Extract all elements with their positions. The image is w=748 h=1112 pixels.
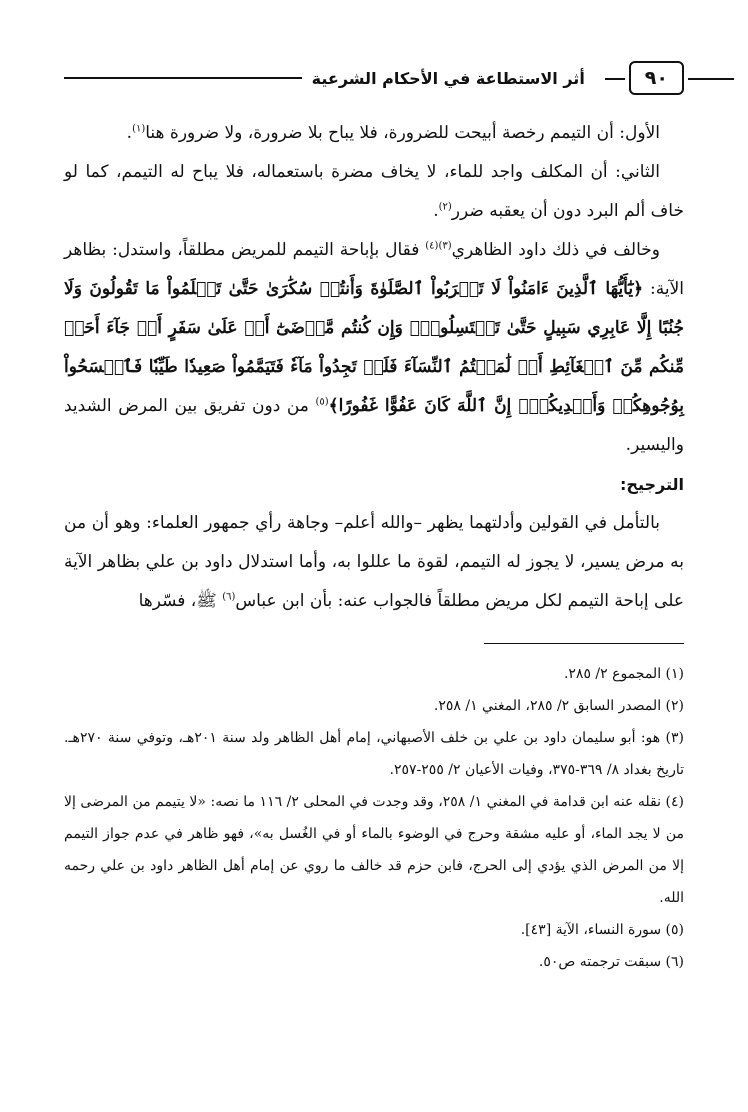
paragraph-tarjih bbox=[64, 504, 684, 621]
paragraph-first-argument bbox=[64, 114, 684, 153]
footnote-ref-5: (٥) bbox=[315, 396, 329, 408]
footnote-separator bbox=[484, 643, 684, 644]
paragraph-text: بالتأمل في القولين وأدلتهما يظهر –والله أعلم– وجاهة رأي جمهور العلماء: وهو أن من به مرض يسير، لا يجوز له التيمم، لقوة ما عللوا به، وأما استدلال داود بن علي بظاهر الآية على إباحة التيمم لكل مريض مطلقاً فالجواب عنه: بأن ابن عباس bbox=[64, 513, 684, 611]
footnotes bbox=[64, 658, 684, 978]
paragraph-second-argument bbox=[64, 153, 684, 231]
footnote-ref-2: (٢) bbox=[438, 201, 452, 213]
paragraph-text: الثاني: أن المكلف واجد للماء، لا يخاف مضرة باستعماله، فلا يباح له التيمم، كما لو خاف ألم البرد دون أن يعقبه ضرر bbox=[64, 162, 684, 221]
section-heading-tarjih: الترجيح: bbox=[620, 475, 684, 494]
footnote-2: (٢) المصدر السابق ٢/ ٢٨٥، المغني ١/ ٢٥٨. bbox=[433, 698, 684, 714]
paragraph-text: وخالف في ذلك داود الظاهري bbox=[451, 240, 660, 260]
footnote-4: (٤) نقله عنه ابن قدامة في المغني ١/ ٢٥٨، وقد وجدت في المحلى ٢/ ١١٦ ما نصه: «لا يتيمم من المرضى إلا من لا يجد الماء، أو عليه مشقة وحرج في الوضوء بالماء أو في الغُسل به»، فهو ظاهر في عدم جواز التيمم إلا من المرض الذي يؤدي إلى الحرج، فابن حزم قد خالف ما روي عن إمام أهل الظاهر داود بن علي رحمه الله. bbox=[64, 794, 685, 906]
footnote-1: (١) المجموع ٢/ ٢٨٥. bbox=[563, 666, 684, 682]
page-header bbox=[64, 56, 684, 100]
paragraph-text: ، فسّرها bbox=[138, 591, 197, 611]
page-number: ٩٠ bbox=[629, 61, 684, 95]
honorific-symbol: ﷺ bbox=[196, 591, 223, 611]
paragraph-dawud-opinion bbox=[64, 231, 684, 465]
footnote-3: (٣) هو: أبو سليمان داود بن علي بن خلف الأصبهاني، إمام أهل الظاهر ولد سنة ٢٠١هـ، وتوفي سنة ٢٧٠هـ. تاريخ بغداد ٨/ ٣٦٩-٣٧٥، وفيات الأعيان ٢/ ٢٥٥-٢٥٧. bbox=[64, 730, 684, 778]
header-rule bbox=[64, 77, 302, 79]
paragraph-end: . bbox=[433, 201, 439, 221]
paragraph-text: من دون تفريق بين المرض الشديد واليسير. bbox=[64, 396, 684, 455]
footnote-ref-1: (١) bbox=[132, 123, 146, 135]
paragraph-text: فقال بإباحة التيمم للمريض مطلقاً، واستدل: بظاهر الآية: bbox=[64, 240, 684, 299]
footnote-6: (٦) سبقت ترجمته ص٥٠. bbox=[538, 954, 684, 970]
footnote-ref-3-4: (٣)(٤) bbox=[425, 240, 452, 252]
footnote-5: (٥) سورة النساء، الآية [٤٣]. bbox=[520, 922, 684, 938]
main-text bbox=[64, 114, 684, 621]
paragraph-end: . bbox=[126, 123, 133, 143]
paragraph-text: الأول: أن التيمم رخصة أبيحت للضرورة، فلا يباح بلا ضرورة، ولا ضرورة هنا bbox=[145, 123, 660, 143]
running-title: أثر الاستطاعة في الأحكام الشرعية bbox=[311, 68, 585, 88]
quran-verse: ﴿يَٰٓأَيُّهَا ٱلَّذِينَ ءَامَنُواْ لَا تَقۡرَبُواْ ٱلصَّلَوٰةَ وَأَنتُمۡ سُكَٰرَىٰ حَتَّىٰ تَعۡلَمُواْ مَا تَقُولُونَ وَلَا جُنُبًا إِلَّا عَابِرِي سَبِيلٍ حَتَّىٰ تَغۡتَسِلُواْۚ وَإِن كُنتُم مَّرۡضَىٰٓ أَوۡ عَلَىٰ سَفَرٍ أَوۡ جَآءَ أَحَدٞ مِّنكُم مِّنَ ٱلۡغَآئِطِ أَوۡ لَٰمَسۡتُمُ ٱلنِّسَآءَ فَلَمۡ تَجِدُواْ مَآءٗ فَتَيَمَّمُواْ صَعِيدٗا طَيِّبٗا فَٱمۡسَحُواْ بِوُجُوهِكُمۡ وَأَيۡدِيكُمۡۗ إِنَّ ٱللَّهَ كَانَ عَفُوًّا غَفُورًا﴾ bbox=[64, 279, 684, 416]
footnote-ref-6: (٦) bbox=[222, 591, 236, 603]
